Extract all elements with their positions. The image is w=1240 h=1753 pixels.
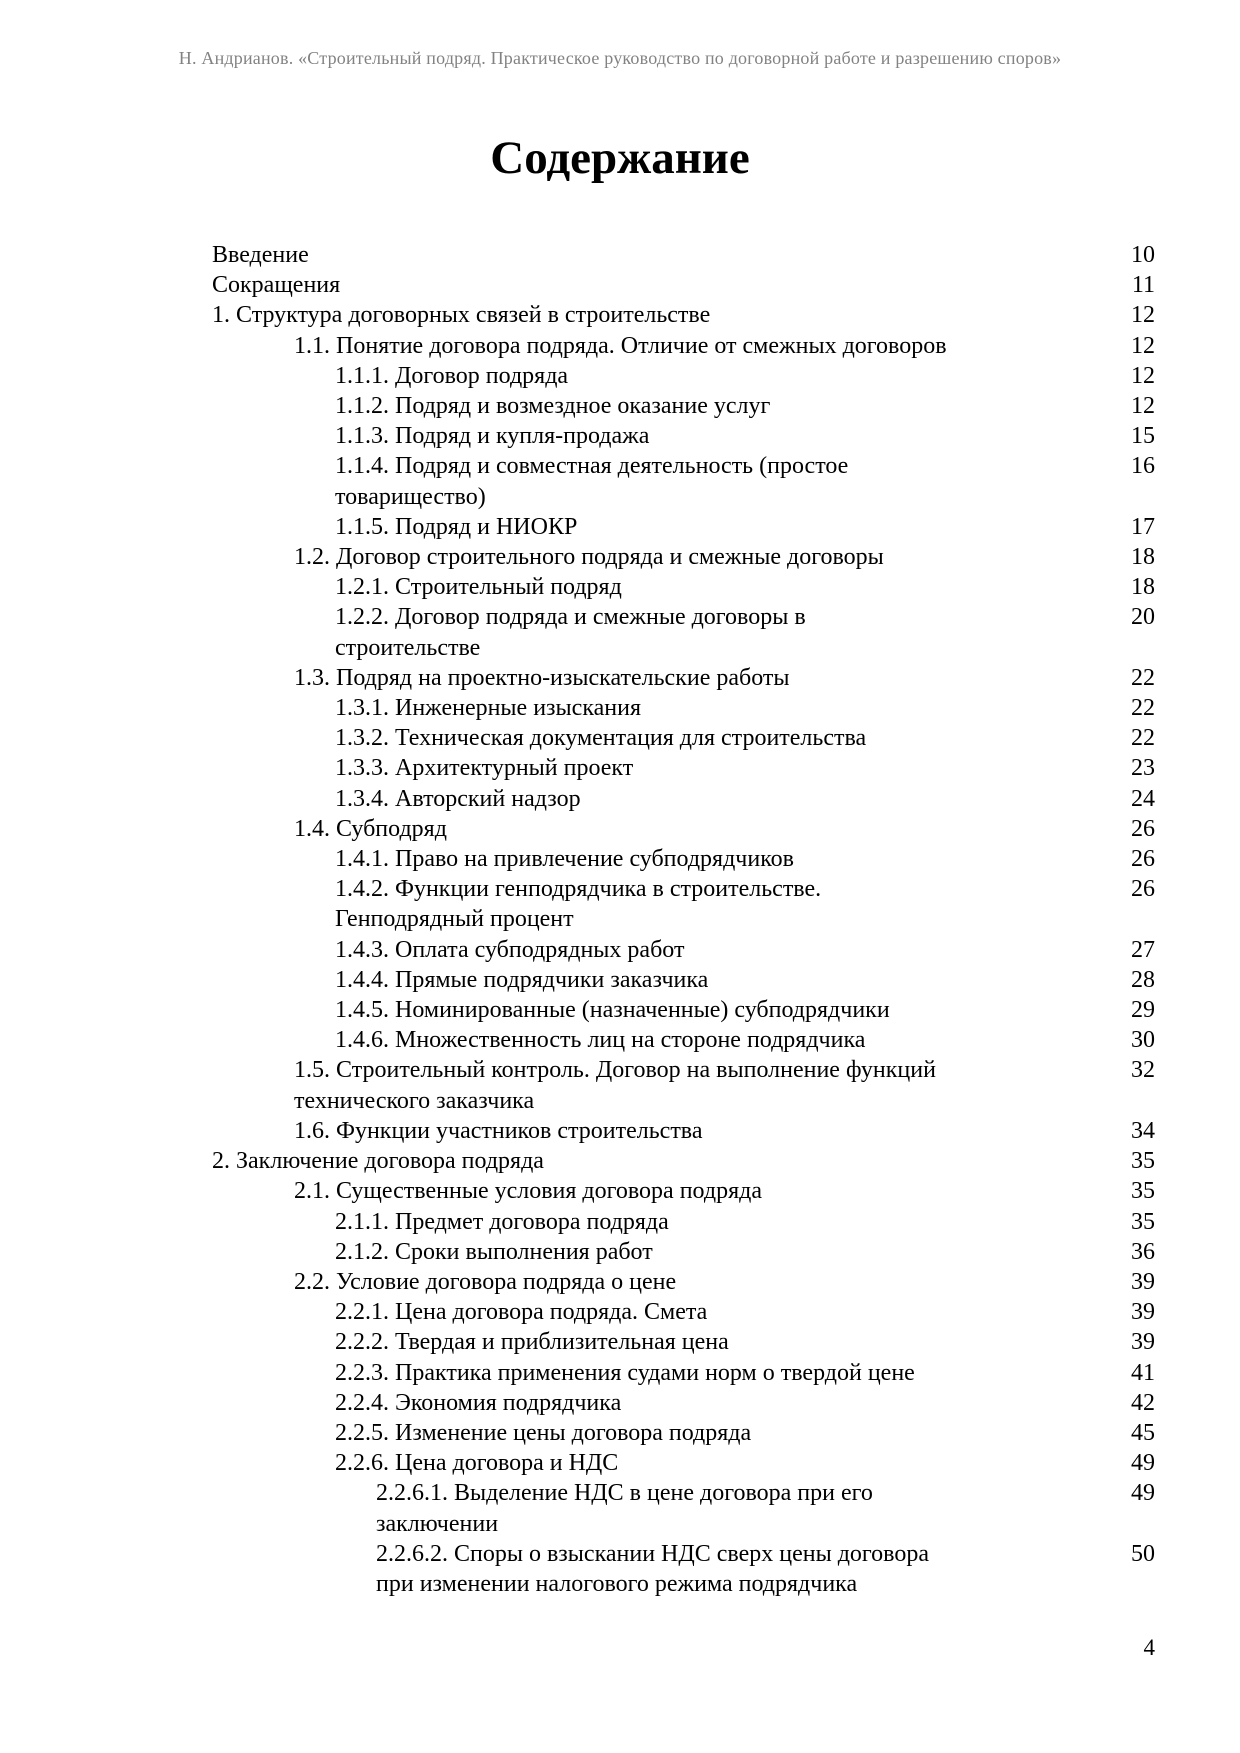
toc-entry-page: 12 [1131,302,1155,329]
toc-row [212,240,1155,270]
toc-entry-page: 27 [1131,936,1155,963]
toc-entry-page: 35 [1131,1178,1155,1205]
toc-row [212,1176,1155,1206]
toc-entry-text: 1.1.5. Подряд и НИОКР [335,513,578,540]
toc-row [212,633,1155,663]
toc-entry-page: 50 [1131,1540,1155,1567]
toc-entry-page: 22 [1131,725,1155,752]
toc-row [212,300,1155,330]
toc-row [212,663,1155,693]
toc-entry-page: 22 [1131,664,1155,691]
toc-entry-page: 17 [1131,513,1155,540]
toc-row [212,814,1155,844]
toc-row [212,1509,1155,1539]
toc-entry-page: 18 [1131,574,1155,601]
toc-row [212,482,1155,512]
toc-entry-page: 12 [1131,393,1155,420]
toc-entry-page: 26 [1131,876,1155,903]
toc-entry-page: 12 [1131,362,1155,389]
toc-entry-text: товарищество) [335,483,486,510]
toc-row [212,935,1155,965]
toc-row [212,1478,1155,1508]
toc-entry-text: технического заказчика [294,1087,535,1114]
toc-entry-text: 1.6. Функции участников строительства [294,1117,703,1144]
toc-entry-text: 1.4.2. Функции генподрядчика в строительстве. [335,876,822,903]
toc-entry-text: 2.2.6.1. Выделение НДС в цене договора при его [376,1480,873,1507]
toc-entry-text: 1.2.1. Строительный подряд [335,574,622,601]
toc-entry-page: 20 [1131,604,1155,631]
toc-entry-page: 18 [1131,544,1155,571]
toc-entry-text: 2.2.1. Цена договора подряда. Смета [335,1299,708,1326]
toc-entry-text: 1.3. Подряд на проектно-изыскательские работы [294,664,790,691]
toc-entry-text: Введение [212,242,309,268]
toc-entry-text: 2.2.2. Твердая и приблизительная цена [335,1329,729,1356]
toc-entry-text: 2.2.5. Изменение цены договора подряда [335,1419,752,1446]
toc-entry-text: 2.2.6. Цена договора и НДС [335,1450,619,1477]
running-header: Н. Андрианов. «Строительный подряд. Практическое руководство по договорной работе и разрешению споров» [178,48,1062,68]
toc-row [212,1418,1155,1448]
toc-entry-page: 10 [1131,242,1155,268]
toc-entry-page: 28 [1131,966,1155,993]
toc-entry-text: 1.2.2. Договор подряда и смежные договоры в [335,604,806,631]
toc-entry-page: 36 [1131,1238,1155,1265]
toc-row [212,1388,1155,1418]
toc-entry-text: 2.2. Условие договора подряда о цене [294,1268,677,1295]
toc-row [212,1055,1155,1085]
toc-row [212,512,1155,542]
table-of-contents [212,240,1155,1599]
toc-entry-text: 2.1.1. Предмет договора подряда [335,1208,669,1235]
toc-entry-text: 2. Заключение договора подряда [212,1148,544,1175]
toc-row [212,1146,1155,1176]
toc-entry-text: 2.1.2. Сроки выполнения работ [335,1238,653,1265]
toc-entry-text: 1.3.2. Техническая документация для строительства [335,725,867,752]
toc-entry-page: 34 [1131,1117,1155,1144]
toc-row [212,1327,1155,1357]
toc-row [212,1539,1155,1569]
toc-entry-text: 1.3.3. Архитектурный проект [335,755,634,782]
toc-row [212,1267,1155,1297]
toc-row [212,965,1155,995]
toc-entry-page: 11 [1131,272,1155,299]
toc-entry-text: 1.3.1. Инженерные изыскания [335,695,641,722]
toc-entry-text: при изменении налогового режима подрядчика [376,1570,858,1597]
toc-row [212,753,1155,783]
toc-entry-text: 1.1.2. Подряд и возмездное оказание услуг [335,393,771,420]
toc-entry-page: 45 [1131,1419,1155,1446]
toc-entry-text: Сокращения [212,272,341,299]
toc-entry-text: 1.4.6. Множественность лиц на стороне подрядчика [335,1027,866,1054]
toc-row [212,421,1155,451]
toc-entry-page: 42 [1131,1389,1155,1416]
toc-row [212,844,1155,874]
toc-entry-text: 1.4. Субподряд [294,815,447,842]
toc-row [212,693,1155,723]
toc-entry-text: 1.1.3. Подряд и купля-продажа [335,423,650,450]
toc-row [212,1025,1155,1055]
toc-entry-text: строительстве [335,634,481,661]
toc-row [212,572,1155,602]
toc-entry-text: 1.1.4. Подряд и совместная деятельность (простое [335,453,849,480]
toc-row [212,784,1155,814]
toc-row [212,1207,1155,1237]
toc-row [212,602,1155,632]
toc-entry-text: 1.3.4. Авторский надзор [335,785,581,812]
toc-entry-page: 39 [1131,1329,1155,1356]
toc-row [212,451,1155,481]
toc-row [212,361,1155,391]
toc-entry-page: 49 [1131,1450,1155,1477]
toc-entry-text: 2.2.3. Практика применения судами норм о твердой цене [335,1359,915,1386]
toc-entry-text: 2.1. Существенные условия договора подряда [294,1178,762,1205]
toc-row [212,542,1155,572]
toc-entry-text: Генподрядный процент [335,906,574,933]
toc-entry-page: 32 [1131,1057,1155,1084]
page-title: Содержание [490,132,750,184]
toc-row [212,331,1155,361]
toc-entry-page: 29 [1131,997,1155,1024]
toc-entry-text: 1.4.3. Оплата субподрядных работ [335,936,685,963]
toc-row [212,270,1155,300]
toc-entry-page: 30 [1131,1027,1155,1054]
toc-row [212,874,1155,904]
toc-entry-text: 1.2. Договор строительного подряда и смежные договоры [294,544,884,571]
toc-entry-text: 1.4.5. Номинированные (назначенные) субподрядчики [335,997,890,1024]
toc-entry-page: 23 [1131,755,1155,782]
toc-entry-text: 1.1.1. Договор подряда [335,362,569,389]
toc-row [212,995,1155,1025]
toc-row [212,1297,1155,1327]
toc-entry-text: 1.5. Строительный контроль. Договор на выполнение функций [294,1057,936,1084]
toc-entry-page: 39 [1131,1299,1155,1326]
toc-entry-text: 2.2.4. Экономия подрядчика [335,1389,622,1416]
toc-entry-text: 1. Структура договорных связей в строительстве [212,302,711,329]
toc-entry-page: 16 [1131,453,1155,480]
toc-entry-text: 2.2.6.2. Споры о взыскании НДС сверх цены договора [376,1540,929,1567]
toc-entry-page: 49 [1131,1480,1155,1507]
toc-entry-page: 35 [1131,1148,1155,1175]
toc-entry-text: 1.4.1. Право на привлечение субподрядчиков [335,846,794,873]
toc-row [212,1569,1155,1599]
toc-row [212,391,1155,421]
toc-entry-page: 41 [1131,1359,1155,1386]
toc-row [212,1358,1155,1388]
toc-row [212,1448,1155,1478]
toc-entry-text: 1.1. Понятие договора подряда. Отличие от смежных договоров [294,332,947,359]
toc-entry-page: 12 [1131,332,1155,359]
toc-entry-page: 22 [1131,695,1155,722]
footer-page-number: 4 [1143,1635,1155,1661]
toc-entry-page: 39 [1131,1268,1155,1295]
toc-entry-text: заключении [376,1510,499,1537]
toc-row [212,904,1155,934]
toc-row [212,1086,1155,1116]
toc-row [212,1116,1155,1146]
toc-entry-page: 15 [1131,423,1155,450]
toc-entry-page: 26 [1131,815,1155,842]
toc-entry-page: 26 [1131,846,1155,873]
toc-entry-text: 1.4.4. Прямые подрядчики заказчика [335,966,709,993]
toc-entry-page: 24 [1131,785,1155,812]
toc-row [212,723,1155,753]
toc-row [212,1237,1155,1267]
toc-entry-page: 35 [1131,1208,1155,1235]
